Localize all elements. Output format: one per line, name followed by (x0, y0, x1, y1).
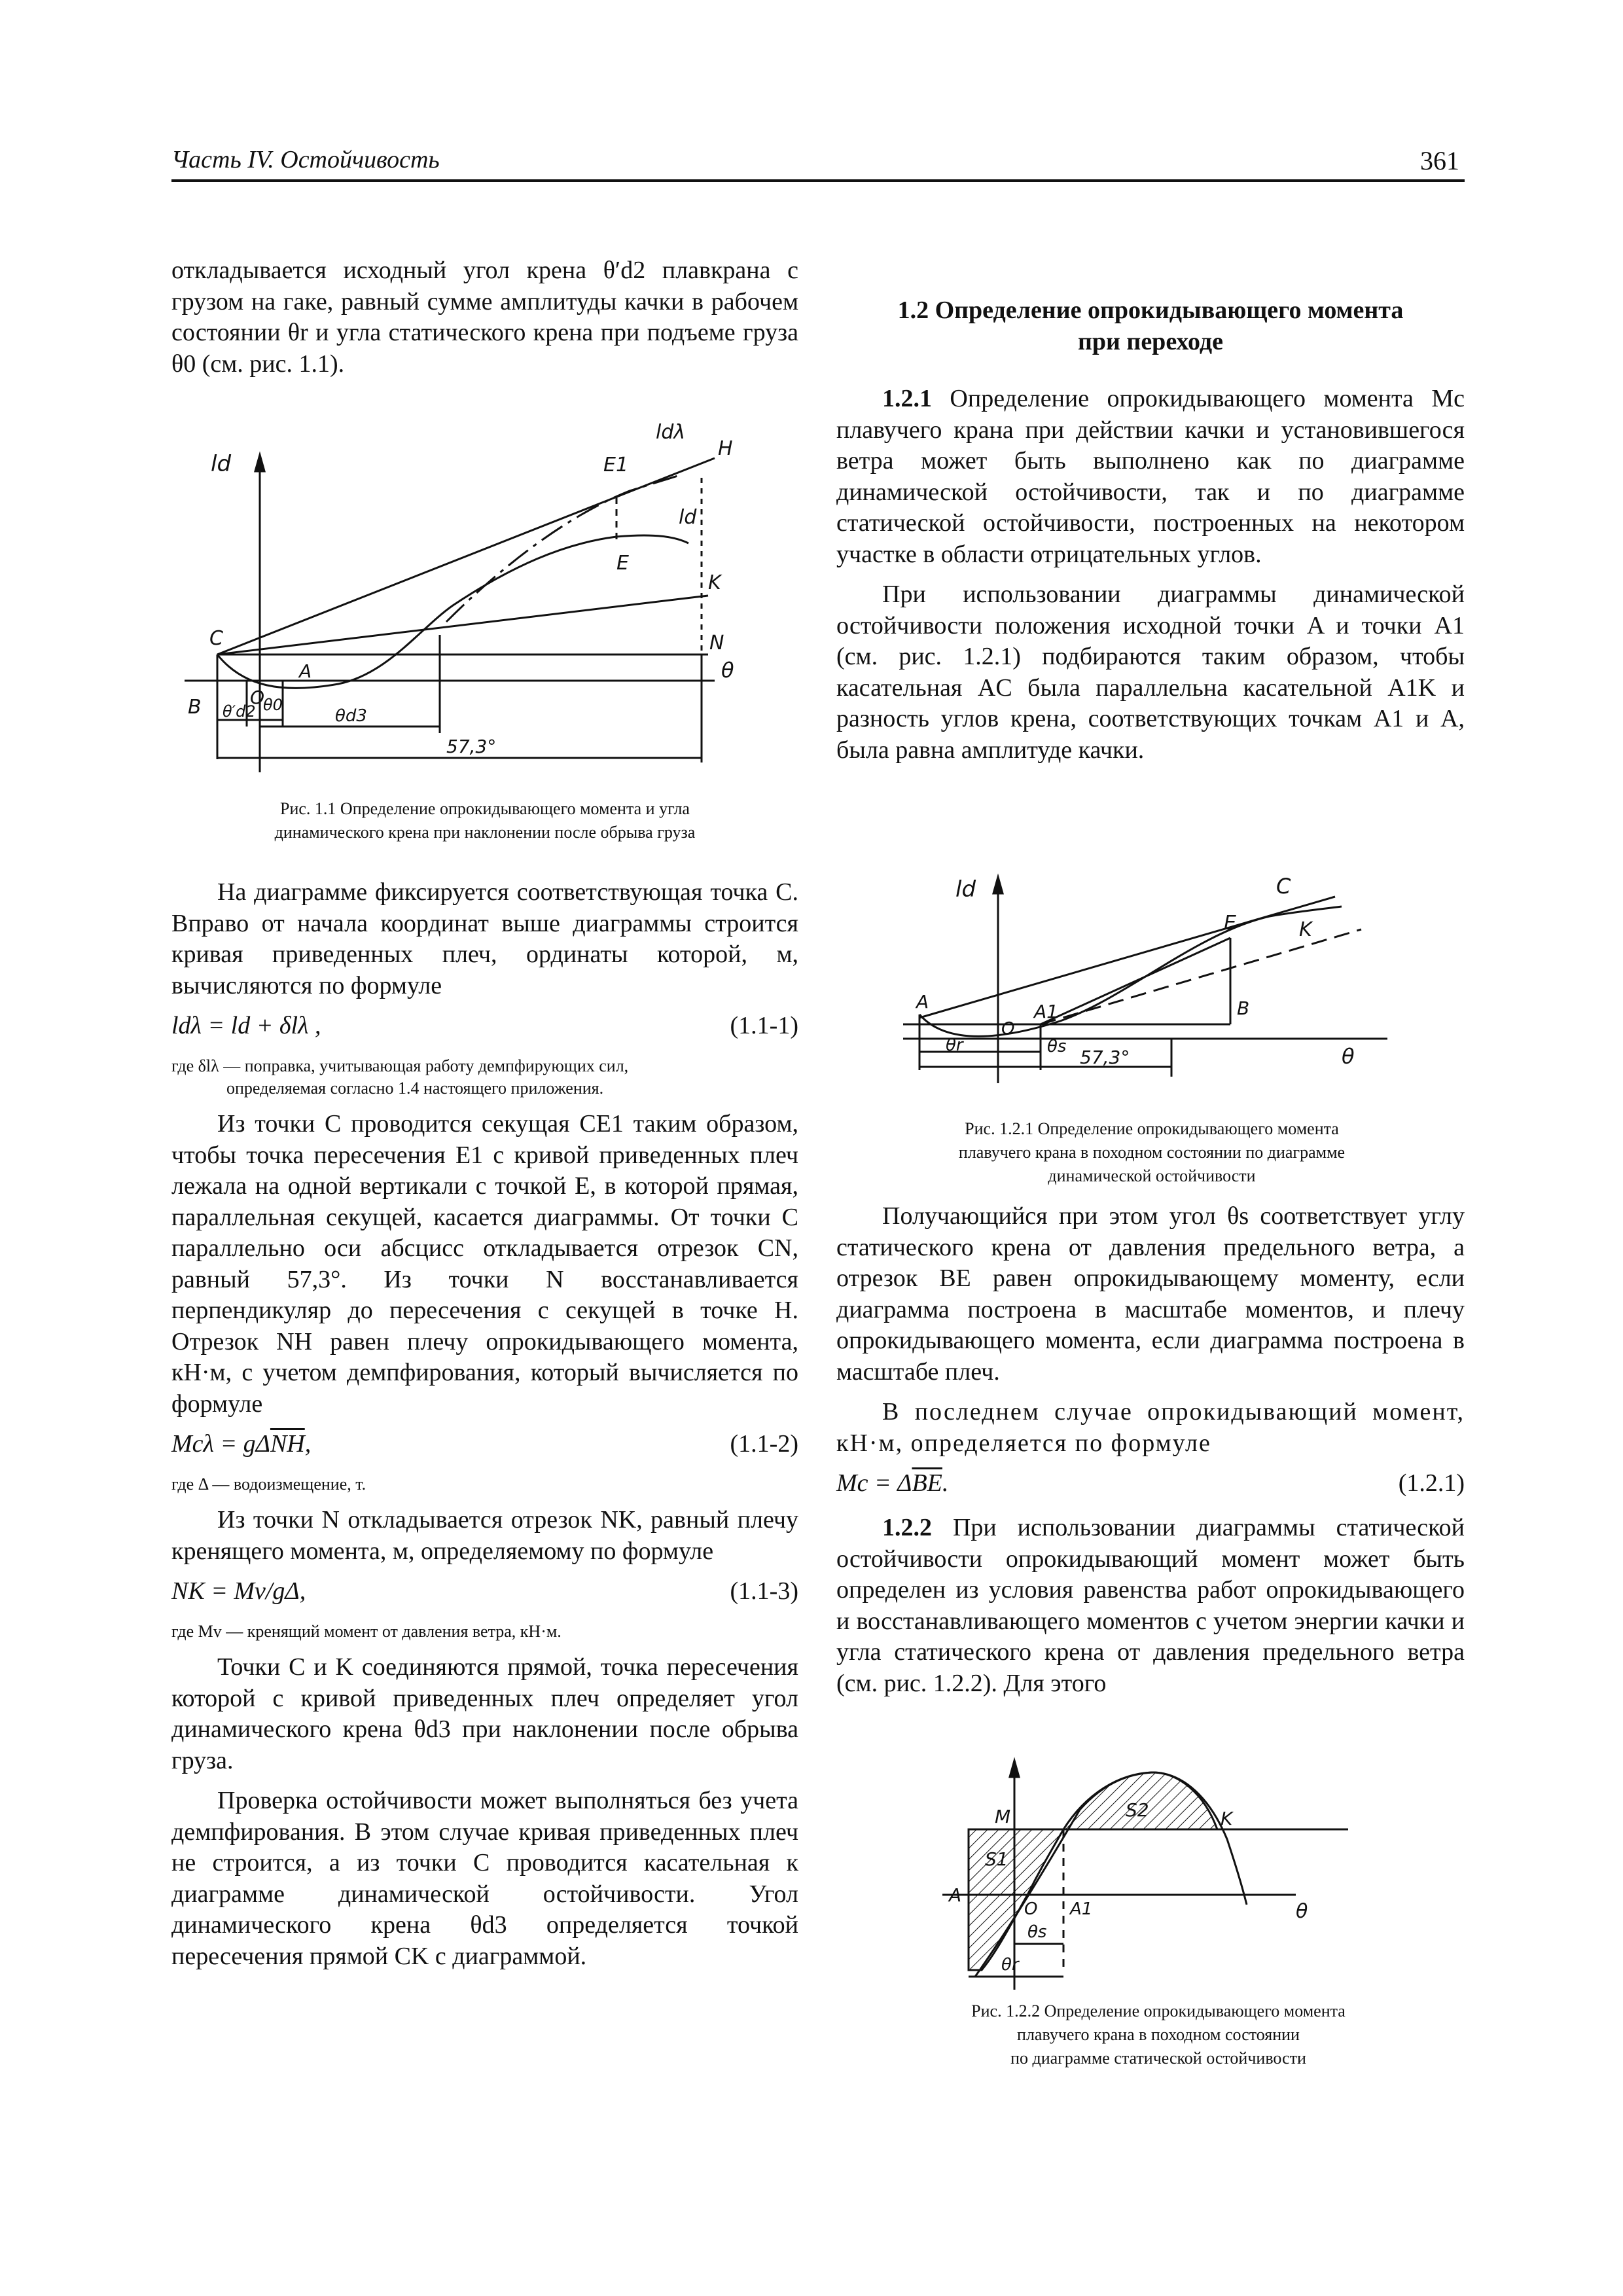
right-column-top (836, 295, 1465, 775)
right-paragraph-2: При использовании диаграммы динамической остойчивости положения исходной точки A и точки A1 (см. рис. 1.2.1) подбираются таким образом, чтобы касательная AC была параллельна касательной A1K и разность углов крена, соответствующих точкам A1 и A, была равна амплитуде качки. (836, 581, 1465, 764)
fig3-label-M: M (995, 1806, 1011, 1827)
fig2-label-ths: θs (1047, 1037, 1067, 1056)
fig2-ld-arrow (993, 877, 1003, 893)
fig1-label-57: 57,3° (446, 736, 497, 757)
fig1-label-N: N (709, 632, 724, 655)
formula-1-1-2-c: , (304, 1430, 312, 1458)
formula-1-1-2-b: $\overline{NH}$ (270, 1430, 305, 1458)
right-paragraph-1 (836, 384, 1465, 570)
formula-1-1-2-number: (1.1-2) (730, 1430, 798, 1458)
fig2-label-ld: ld (955, 876, 976, 903)
fig3-caption-line2: плавучего крана в походном состоянии (1017, 2025, 1300, 2044)
left-intro (171, 255, 798, 389)
fig3-label-K: K (1221, 1808, 1233, 1829)
fig3-caption-line3: по диаграмме статической остойчивости (1010, 2049, 1306, 2068)
fig2-caption-line3: динамической остойчивости (1048, 1166, 1256, 1185)
fig2-label-thr: θr (946, 1035, 963, 1055)
fig1-label-ldl: ldλ (656, 421, 686, 444)
figure-1-1 (171, 419, 798, 792)
left-paragraph-4: Точки C и K соединяются прямой, точка пересечения которой с кривой приведенных плеч определяет угол динамического крена θd3 при наклонении после обрыва груза. (171, 1653, 798, 1774)
right-paragraph-1-text: Определение опрокидывающего момента Mc плавучего крана при действии качки и установившегося ветра может быть выполнено как по диаграмме динамической остойчивости, так и по диаграмме статической остойчивости, построенных на некотором участке в области отрицательных углов. (836, 385, 1465, 568)
note-2: где Δ — водоизмещение, т. (171, 1475, 366, 1494)
fig2-caption (844, 1117, 1459, 1188)
fig2-caption-line1: Рис. 1.2.1 Определение опрокидывающего момента (965, 1119, 1339, 1138)
left-column-body (171, 877, 798, 1981)
fig2-tangent-AC (919, 897, 1335, 1018)
formula-1-1-1-number: (1.1-1) (730, 1012, 798, 1039)
formula-1-1-1-expr: ldλ = ld + δlλ , (171, 1012, 321, 1039)
fig1-label-th0: θ0 (263, 696, 283, 714)
figure-1-2-2 (929, 1754, 1387, 1996)
fig1-caption-line1: Рис. 1.1 Определение опрокидывающего момента и угла (280, 799, 690, 818)
section-title: Часть IV. Остойчивость (171, 146, 440, 173)
note-1 (171, 1055, 798, 1100)
fig1-label-ld: ld (211, 451, 232, 477)
fig2-label-O: O (1001, 1019, 1015, 1039)
note-1-line1: где δlλ — поправка, учитывающая работу демпфирующих сил, (171, 1056, 629, 1075)
fig2-label-theta: θ (1342, 1044, 1355, 1069)
right-paragraph-3: Получающийся при этом угол θs соответствует углу статического крена от давления предельного ветра, а отрезок BE равен опрокидывающему моменту, если диаграмма построена в масштабе моментов, и плечу опрокидывающего момента, если диаграмма построена в масштабе плеч. (836, 1202, 1465, 1386)
fig1-label-thd3: θd3 (335, 706, 367, 726)
figure-1-2-1 (890, 867, 1427, 1116)
clause-1-2-1: 1.2.1 (882, 385, 932, 412)
fig1-label-A: A (299, 660, 312, 682)
fig2-label-C: C (1276, 874, 1291, 899)
left-paragraph-2: Из точки C проводится секущая CE1 таким образом, чтобы точка пересечения E1 с кривой приведенных плеч лежала на одной вертикали с точкой E, в которой прямая, параллельная секущей, касается диаграммы. От точки C параллельно оси абсцисс откладывается отрезок CN, равный 57,3°. Из точки N восстанавливается перпендикуляр до пересечения с секущей в точке H. Отрезок NH равен плечу опрокидывающего момента, кН·м, с учетом демпфирования, который вычисляется по формуле (171, 1110, 798, 1418)
fig1-label-theta: θ (721, 658, 734, 683)
fig2-label-A1: A1 (1034, 1001, 1058, 1022)
formula-1-1-1 (171, 1011, 798, 1047)
fig2-label-K: K (1299, 918, 1312, 941)
fig3-label-S2: S2 (1126, 1799, 1149, 1821)
left-paragraph-3: Из точки N откладывается отрезок NK, равный плечу кренящего момента, м, определяемому по формуле (171, 1506, 798, 1565)
fig2-label-57: 57,3° (1080, 1047, 1130, 1068)
formula-1-2-1-c: . (942, 1469, 949, 1497)
formula-1-1-2-a: Mcλ = gΔ (171, 1430, 270, 1458)
fig2-line-A1E (1041, 938, 1230, 1024)
right-paragraph-4: В последнем случае опрокидывающий момент, кН·м, определяется по формуле (836, 1398, 1465, 1457)
formula-1-1-3 (171, 1576, 798, 1613)
formula-1-2-1-a: Mc = Δ (836, 1469, 912, 1497)
fig3-label-S1: S1 (985, 1848, 1008, 1870)
fig3-label-A: A (949, 1884, 962, 1906)
fig3-label-A1: A1 (1070, 1899, 1093, 1919)
fig1-label-H: H (718, 437, 733, 460)
formula-1-1-3-expr: NK = Mv/gΔ, (171, 1577, 306, 1605)
formula-1-2-1-number: (1.2.1) (1398, 1469, 1465, 1497)
note-1-line2: определяемая согласно 1.4 настоящего приложения. (226, 1079, 604, 1098)
section-heading-line2: при переходе (1078, 328, 1223, 355)
formula-1-1-3-number: (1.1-3) (730, 1577, 798, 1605)
clause-1-2-2: 1.2.2 (882, 1514, 932, 1541)
right-paragraph-5 (836, 1513, 1465, 1699)
fig3-caption (903, 2000, 1414, 2070)
fig1-label-E1: E1 (603, 454, 629, 476)
fig2-label-E: E (1224, 912, 1236, 935)
intro-paragraph: откладывается исходный угол крена θ′d2 плавкрана с грузом на гаке, равный сумме амплитуды качки в рабочем состоянии θr и угла статического крена при подъеме груза θ0 (см. рис. 1.1). (171, 257, 798, 378)
fig1-label-thd2: θ′d2 (223, 702, 256, 721)
fig1-caption (171, 797, 798, 844)
fig2-label-A: A (916, 991, 929, 1013)
fig3-label-theta: θ (1296, 1900, 1308, 1923)
fig1-ld-arrow (255, 455, 264, 471)
formula-1-2-1-b: $\overline{BE}$ (912, 1469, 942, 1497)
fig3-caption-line1: Рис. 1.2.2 Определение опрокидывающего момента (971, 2001, 1346, 2020)
fig1-label-ld2: ld (679, 506, 697, 529)
fig3-label-ths: θs (1027, 1922, 1047, 1942)
fig1-label-K: K (708, 571, 721, 594)
formula-1-1-2 (171, 1429, 798, 1465)
left-paragraph-5: Проверка остойчивости может выполняться без учета демпфирования. В этом случае кривая приведенных плеч не строится, а из точки C проводится касательная к диаграмме динамической остойчивости. Угол динамического крена θd3 определяется точкой пересечения прямой CK с диаграммой. (171, 1787, 798, 1970)
fig3-label-O: O (1024, 1899, 1038, 1919)
fig3-M-arrow (1010, 1761, 1019, 1777)
fig1-label-E: E (616, 552, 629, 575)
section-heading-line1: 1.2 Определение опрокидывающего момента (897, 296, 1404, 324)
fig2-caption-line2: плавучего крана в походном состоянии по диаграмме (958, 1143, 1346, 1162)
left-paragraph-1: На диаграмме фиксируется соответствующая точка C. Вправо от начала координат выше диаграммы строится кривая приведенных плеч, ординаты которой, м, вычисляются по формуле (171, 878, 798, 999)
note-3: где Mv — кренящий момент от давления ветра, кН·м. (171, 1622, 562, 1641)
section-heading (836, 295, 1465, 357)
fig1-label-O: O (250, 687, 265, 708)
fig1-label-B: B (188, 696, 202, 719)
fig3-label-thr: θr (1001, 1955, 1019, 1975)
formula-1-2-1 (836, 1468, 1465, 1505)
fig2-label-B: B (1237, 997, 1250, 1019)
page-header (171, 145, 1465, 182)
right-paragraph-5-text: При использовании диаграммы статической остойчивости опрокидывающий момент может быть определен из условия равенства работ опрокидывающего и восстанавливающего моментов с учетом энергии качки и угла статического крена от давления предельного ветра (см. рис. 1.2.2). Для этого (836, 1514, 1465, 1697)
fig1-caption-line2: динамического крена при наклонении после обрыва груза (274, 823, 696, 842)
right-column-body (836, 1201, 1465, 1708)
page-number: 361 (1420, 146, 1459, 175)
fig1-label-C: C (209, 627, 223, 650)
fig2-curve (919, 906, 1342, 1036)
